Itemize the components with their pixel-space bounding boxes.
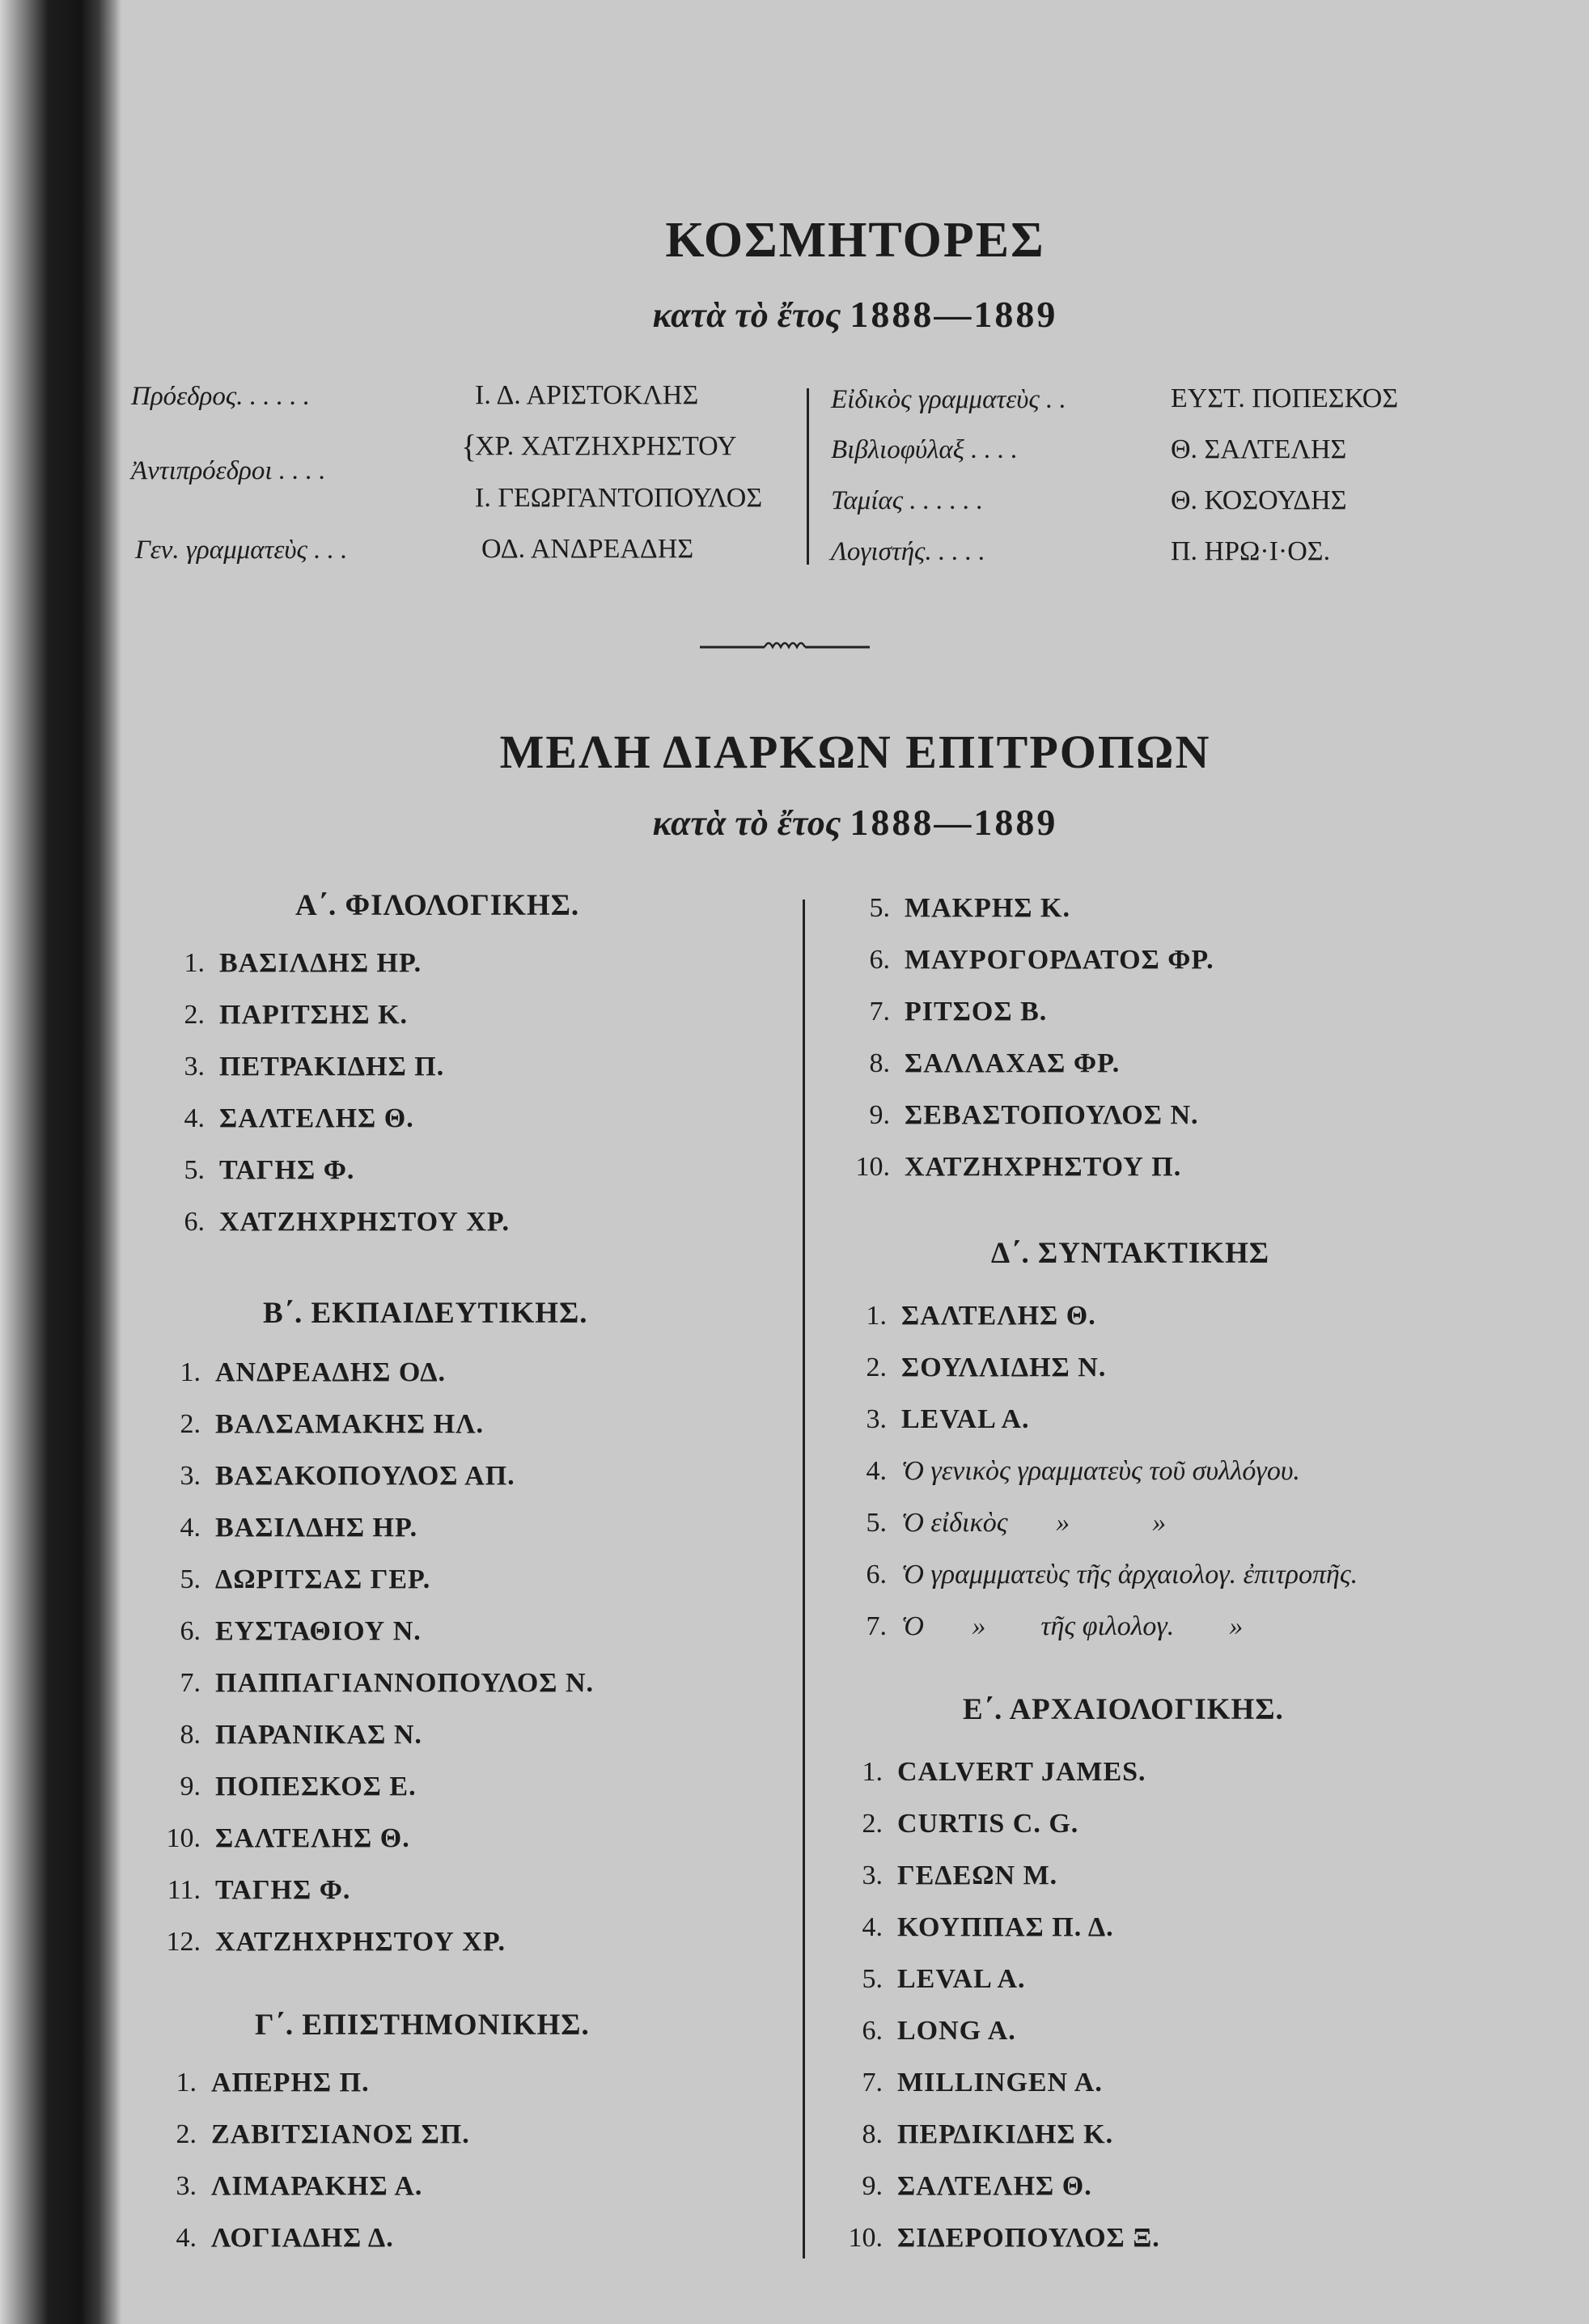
- list-item: [158, 948, 422, 979]
- member-name: ΧΑΤΖΗΧΡΗΣΤΟΥ ΧΡ.: [219, 1207, 511, 1237]
- member-name: MILLINGEN A.: [897, 2068, 1103, 2098]
- officers-divider: [807, 388, 809, 565]
- member-name: ΣΑΛΤΕΛΗΣ Θ.: [897, 2171, 1092, 2201]
- officer-name: ΧΡ. ΧΑΤΖΗΧΡΗΣΤΟΥ: [475, 431, 737, 461]
- list-item: [154, 1875, 350, 1906]
- member-name: ΧΑΤΖΗΧΡΗΣΤΟΥ ΧΡ.: [215, 1927, 506, 1957]
- list-item: [840, 1301, 1096, 1331]
- member-name: ΕΥΣΤΑΘΙΟΥ Ν.: [215, 1616, 422, 1646]
- item-number: 5.: [862, 1964, 883, 1994]
- item-number: 7.: [862, 2068, 883, 2098]
- item-number: 8.: [180, 1720, 201, 1750]
- item-number: 4.: [862, 1912, 883, 1942]
- item-number: 2.: [176, 2119, 197, 2149]
- subtitle-year-1: [121, 293, 1589, 336]
- list-item: [154, 1772, 417, 1802]
- item-number: 5.: [869, 893, 890, 923]
- officer-label: Λογιστής. . . . .: [831, 537, 985, 566]
- list-item: [836, 2068, 1103, 2098]
- officer-name: Θ. ΣΑΛΤΕΛΗΣ: [1171, 434, 1347, 464]
- list-item: [836, 1964, 1026, 1995]
- item-number: 2.: [180, 1409, 201, 1439]
- list-item: [840, 1611, 1243, 1642]
- member-name: ΠΑΡΑΝΙΚΑΣ Ν.: [215, 1720, 422, 1750]
- item-number: 4.: [866, 1456, 887, 1486]
- member-name: ΛΟΓΙΑΔΗΣ Δ.: [211, 2223, 394, 2253]
- member-name: ΣΑΛΛΑΧΑΣ ΦΡ.: [905, 1048, 1121, 1078]
- list-item: [154, 1513, 417, 1543]
- member-name: ΣΟΥΛΛΙΔΗΣ Ν.: [901, 1352, 1107, 1382]
- item-number: 2.: [866, 1352, 887, 1382]
- item-number: 7.: [866, 1611, 887, 1641]
- list-item: [150, 2068, 370, 2098]
- item-number: 3.: [862, 1860, 883, 1890]
- member-name: ΣΙΔΕΡΟΠΟΥΛΟΣ Ξ.: [897, 2223, 1160, 2253]
- member-name: ΒΑΛΣΑΜΑΚΗΣ ΗΛ.: [215, 1409, 484, 1439]
- item-number: 7.: [869, 997, 890, 1027]
- list-item: [836, 1860, 1057, 1891]
- member-name: ΠΕΡΔΙΚΙΔΗΣ Κ.: [897, 2119, 1114, 2149]
- member-name: ΤΑΓΗΣ Φ.: [219, 1155, 355, 1185]
- subtitle-years: 1888—1889: [850, 802, 1058, 843]
- member-name: ΣΑΛΤΕΛΗΣ Θ.: [215, 1823, 410, 1853]
- officer-name: Π. ΗΡΩ·Ι·ΟΣ.: [1171, 536, 1331, 566]
- committee-heading: Β΄. ΕΚΠΑΙΔΕΥΤΙΚΗΣ.: [263, 1297, 588, 1330]
- ornamental-divider: [700, 631, 870, 655]
- list-item: [843, 1152, 1181, 1183]
- member-name: ΡΙΤΣΟΣ Β.: [905, 997, 1048, 1027]
- item-number: 2.: [862, 1809, 883, 1839]
- officer-name: ΕΥΣΤ. ΠΟΠΕΣΚΟΣ: [1171, 383, 1399, 413]
- officer-label: Εἰδικὸς γραμματεὺς . .: [831, 385, 1066, 414]
- member-name: ΓΕΔΕΩΝ Μ.: [897, 1860, 1058, 1890]
- item-number: 9.: [862, 2171, 883, 2201]
- item-number: 10.: [166, 1823, 201, 1853]
- list-item: [843, 1100, 1199, 1131]
- list-item: [843, 1048, 1120, 1079]
- item-number: 3.: [866, 1404, 887, 1434]
- item-number: 9.: [869, 1100, 890, 1130]
- list-item: [843, 945, 1214, 976]
- item-number: 5.: [866, 1508, 887, 1538]
- item-number: 5.: [184, 1155, 205, 1185]
- subtitle-words: κατὰ τὸ ἔτος: [652, 295, 841, 335]
- item-number: 8.: [869, 1048, 890, 1078]
- item-number: 1.: [184, 948, 205, 978]
- member-name: ΣΑΛΤΕΛΗΣ Θ.: [901, 1301, 1096, 1331]
- member-name: ΑΠΕΡΗΣ Π.: [211, 2068, 370, 2098]
- committee-heading: Δ΄. ΣΥΝΤΑΚΤΙΚΗΣ: [991, 1237, 1270, 1270]
- member-name: ΜΑΥΡΟΓΟΡΔΑΤΟΣ ΦΡ.: [905, 945, 1214, 975]
- list-item: [154, 1409, 484, 1440]
- list-item: [158, 1155, 354, 1186]
- list-item: [154, 1720, 422, 1750]
- subtitle-year-2: [121, 801, 1589, 844]
- list-item: [158, 1103, 414, 1134]
- list-item: [154, 1668, 594, 1699]
- item-number: 5.: [180, 1564, 201, 1594]
- member-name: ΣΕΒΑΣΤΟΠΟΥΛΟΣ Ν.: [905, 1100, 1199, 1130]
- list-item: [158, 1000, 408, 1031]
- item-number: 8.: [862, 2119, 883, 2149]
- member-name: ΑΝΔΡΕΑΔΗΣ ΟΔ.: [215, 1357, 447, 1387]
- list-item: [836, 2171, 1092, 2202]
- list-item: [154, 1461, 515, 1492]
- committee-heading: Γ΄. ΕΠΙΣΤΗΜΟΝΙΚΗΣ.: [255, 2009, 590, 2042]
- list-item: [836, 1757, 1146, 1788]
- item-number: 7.: [180, 1668, 201, 1698]
- officer-label: Ταμίας . . . . . .: [831, 486, 984, 515]
- list-item: [836, 2223, 1160, 2254]
- list-item: [836, 2119, 1113, 2150]
- list-item: [158, 1207, 510, 1238]
- list-item: [154, 1564, 430, 1595]
- item-number: 1.: [866, 1301, 887, 1331]
- item-number: 6.: [869, 945, 890, 975]
- list-item: [154, 1927, 506, 1958]
- list-item: [843, 893, 1070, 924]
- member-name: Ὁ γενικὸς γραμματεὺς τοῦ συλλόγου.: [901, 1456, 1300, 1486]
- officer-name: Ι. Δ. ΑΡΙΣΤΟΚΛΗΣ: [475, 380, 699, 410]
- item-number: 12.: [166, 1927, 201, 1957]
- list-item: [843, 997, 1047, 1027]
- title-kosmitores: ΚΟΣΜΗΤΟΡΕΣ: [665, 213, 1045, 268]
- member-name: ΠΟΠΕΣΚΟΣ Ε.: [215, 1772, 417, 1801]
- item-number: 10.: [855, 1152, 890, 1182]
- book-spine-shadow: [0, 0, 121, 2324]
- document-page: [121, 0, 1589, 2324]
- list-item: [154, 1616, 422, 1647]
- officer-label: Βιβλιοφύλαξ . . . .: [831, 435, 1018, 464]
- item-number: 1.: [180, 1357, 201, 1387]
- list-item: [840, 1456, 1300, 1487]
- item-number: 6.: [184, 1207, 205, 1237]
- columns-divider: [803, 900, 805, 2258]
- officer-label: Γεν. γραμματεὺς . . .: [135, 535, 348, 565]
- officer-name: Ι. ΓΕΩΡΓΑΝΤΟΠΟΥΛΟΣ: [475, 483, 763, 513]
- list-item: [840, 1508, 1166, 1539]
- member-name: LONG A.: [897, 2016, 1016, 2046]
- brace-glyph: {: [461, 428, 477, 464]
- member-name: ΖΑΒΙΤΣΙΑΝΟΣ ΣΠ.: [211, 2119, 470, 2149]
- subtitle-words: κατὰ τὸ ἔτος: [652, 803, 841, 843]
- subtitle-years: 1888—1889: [850, 294, 1058, 335]
- member-name: CALVERT JAMES.: [897, 1757, 1146, 1787]
- member-name: ΛΙΜΑΡΑΚΗΣ Α.: [211, 2171, 423, 2201]
- officer-name: Θ. ΚΟΣΟΥΔΗΣ: [1171, 485, 1347, 515]
- list-item: [158, 1052, 444, 1082]
- list-item: [154, 1357, 446, 1388]
- item-number: 10.: [848, 2223, 883, 2253]
- member-name: ΠΕΤΡΑΚΙΔΗΣ Π.: [219, 1052, 445, 1082]
- member-name: Ὁ εἰδικὸς » »: [901, 1508, 1167, 1538]
- member-name: ΜΑΚΡΗΣ Κ.: [905, 893, 1070, 923]
- item-number: 4.: [176, 2223, 197, 2253]
- item-number: 9.: [180, 1772, 201, 1801]
- member-name: ΠΑΠΠΑΓΙΑΝΝΟΠΟΥΛΟΣ Ν.: [215, 1668, 595, 1698]
- officer-name: ΟΔ. ΑΝΔΡΕΑΔΗΣ: [481, 534, 694, 564]
- list-item: [150, 2223, 394, 2254]
- member-name: LEVAL A.: [897, 1964, 1026, 1994]
- member-name: ΒΑΣΙΛΔΗΣ ΗΡ.: [215, 1513, 418, 1543]
- item-number: 3.: [176, 2171, 197, 2201]
- item-number: 2.: [184, 1000, 205, 1030]
- item-number: 3.: [180, 1461, 201, 1491]
- item-number: 6.: [862, 2016, 883, 2046]
- item-number: 4.: [180, 1513, 201, 1543]
- item-number: 6.: [180, 1616, 201, 1646]
- item-number: 6.: [866, 1560, 887, 1590]
- committee-heading: Α΄. ΦΙΛΟΛΟΓΙΚΗΣ.: [295, 889, 580, 922]
- officer-label: Πρόεδρος. . . . . .: [131, 382, 310, 411]
- member-name: Ὁ γραμμματεὺς τῆς ἀρχαιολογ. ἐπιτροπῆς.: [901, 1560, 1358, 1590]
- list-item: [836, 1912, 1114, 1943]
- item-number: 3.: [184, 1052, 205, 1082]
- item-number: 11.: [167, 1875, 201, 1905]
- list-item: [840, 1560, 1358, 1590]
- list-item: [150, 2171, 422, 2202]
- member-name: LEVAL A.: [901, 1404, 1030, 1434]
- member-name: ΚΟΥΠΠΑΣ Π. Δ.: [897, 1912, 1114, 1942]
- list-item: [836, 2016, 1016, 2047]
- list-item: [840, 1404, 1030, 1435]
- list-item: [836, 1809, 1078, 1839]
- member-name: ΒΑΣΑΚΟΠΟΥΛΟΣ ΑΠ.: [215, 1461, 515, 1491]
- member-name: Ὁ » τῆς φιλολογ. »: [901, 1611, 1244, 1641]
- member-name: ΔΩΡΙΤΣΑΣ ΓΕΡ.: [215, 1564, 431, 1594]
- member-name: CURTIS C. G.: [897, 1809, 1079, 1839]
- member-name: ΒΑΣΙΛΔΗΣ ΗΡ.: [219, 948, 422, 978]
- committee-heading: Ε΄. ΑΡΧΑΙΟΛΟΓΙΚΗΣ.: [963, 1693, 1284, 1726]
- member-name: ΠΑΡΙΤΣΗΣ Κ.: [219, 1000, 409, 1030]
- item-number: 1.: [176, 2068, 197, 2098]
- member-name: ΣΑΛΤΕΛΗΣ Θ.: [219, 1103, 414, 1133]
- member-name: ΧΑΤΖΗΧΡΗΣΤΟΥ Π.: [905, 1152, 1182, 1182]
- member-name: ΤΑΓΗΣ Φ.: [215, 1875, 351, 1905]
- officer-label: Ἀντιπρόεδροι . . . .: [131, 456, 326, 485]
- list-item: [154, 1823, 410, 1854]
- item-number: 1.: [862, 1757, 883, 1787]
- title-committees: ΜΕΛΗ ΔΙΑΡΚΩΝ ΕΠΙΤΡΟΠΩΝ: [499, 726, 1211, 778]
- list-item: [840, 1352, 1106, 1383]
- item-number: 4.: [184, 1103, 205, 1133]
- list-item: [150, 2119, 470, 2150]
